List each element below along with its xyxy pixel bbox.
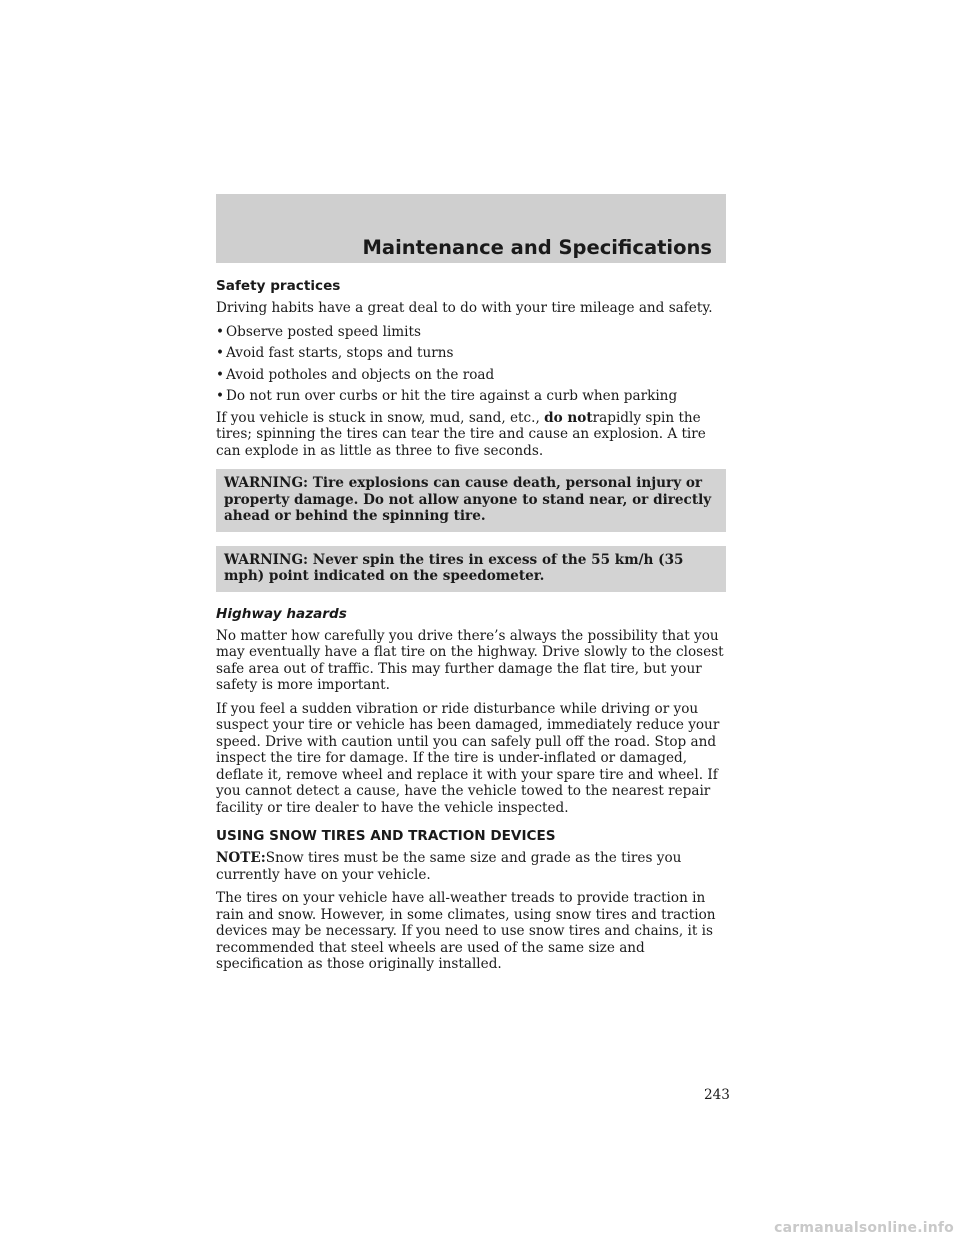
watermark: carmanualsonline.info — [774, 1220, 954, 1236]
highway-heading: Highway hazards — [216, 605, 347, 622]
snow-paragraph: The tires on your vehicle have all-weather treads to provide traction in rain and snow. However, in some climates, using snow tires and traction devices may be necessary. If you need to use snow tires and chains, it is recommended that steel wheels are used of the same size and specification as those originally installed. — [216, 890, 716, 972]
snow-note: NOTE:Snow tires must be the same size and grade as the tires you currently have on your vehicle. — [216, 850, 682, 883]
note-label: NOTE: — [216, 850, 266, 866]
bullet-icon: • — [216, 366, 225, 383]
highway-paragraph-2: If you feel a sudden vibration or ride disturbance while driving or you suspect your tire or vehicle has been damaged, immediately reduce your speed. Drive with caution until you can safely pull off the road. Stop and inspect the tire for damage. If the tire is under-inflated or damaged, deflate it, remove wheel and replace it with your spare tire and wheel. If you cannot detect a cause, have the vehicle towed to the nearest repair facility or tire dealer to have the vehicle inspected. — [216, 700, 720, 816]
list-item: • Avoid fast starts, stops and turns — [216, 345, 454, 361]
safety-heading: Safety practices — [216, 278, 341, 294]
section-header-band — [216, 194, 726, 263]
list-item: • Do not run over curbs or hit the tire against a curb when parking — [216, 388, 678, 404]
list-item: • Observe posted speed limits — [216, 323, 421, 340]
bullet-icon: • — [216, 345, 225, 361]
list-item: • Avoid potholes and objects on the road — [216, 366, 495, 383]
safety-intro: Driving habits have a great deal to do with your tire mileage and safety. — [216, 300, 713, 316]
page-content — [216, 278, 726, 980]
bullet-icon: • — [216, 323, 225, 340]
snow-heading: USING SNOW TIRES AND TRACTION DEVICES — [216, 828, 556, 844]
warning-box-explosion: WARNING: Tire explosions can cause death, personal injury or property damage. Do not allow anyone to stand near, or directly ahead or behind the spinning tire. — [216, 469, 726, 532]
highway-paragraph-1: No matter how carefully you drive there’s always the possibility that you may eventually have a flat tire on the highway. Drive slowly to the closest safe area out of traffic. This may further damage the flat tire, but your safety is more important. — [216, 627, 724, 693]
stuck-paragraph: If you vehicle is stuck in snow, mud, sand, etc., do notrapidly spin the tires; spinning the tires can tear the tire and cause an explosion. A tire can explode in as little as three to five seconds. — [216, 409, 706, 459]
page-number: 243 — [704, 1087, 730, 1103]
bullet-icon: • — [216, 388, 225, 404]
do-not-emphasis: do not — [544, 409, 593, 426]
warning-box-speed: WARNING: Never spin the tires in excess of the 55 km/h (35 mph) point indicated on the speedometer. — [216, 546, 726, 592]
safety-bullet-list — [216, 324, 726, 405]
section-title: Maintenance and Specifications — [362, 236, 712, 259]
